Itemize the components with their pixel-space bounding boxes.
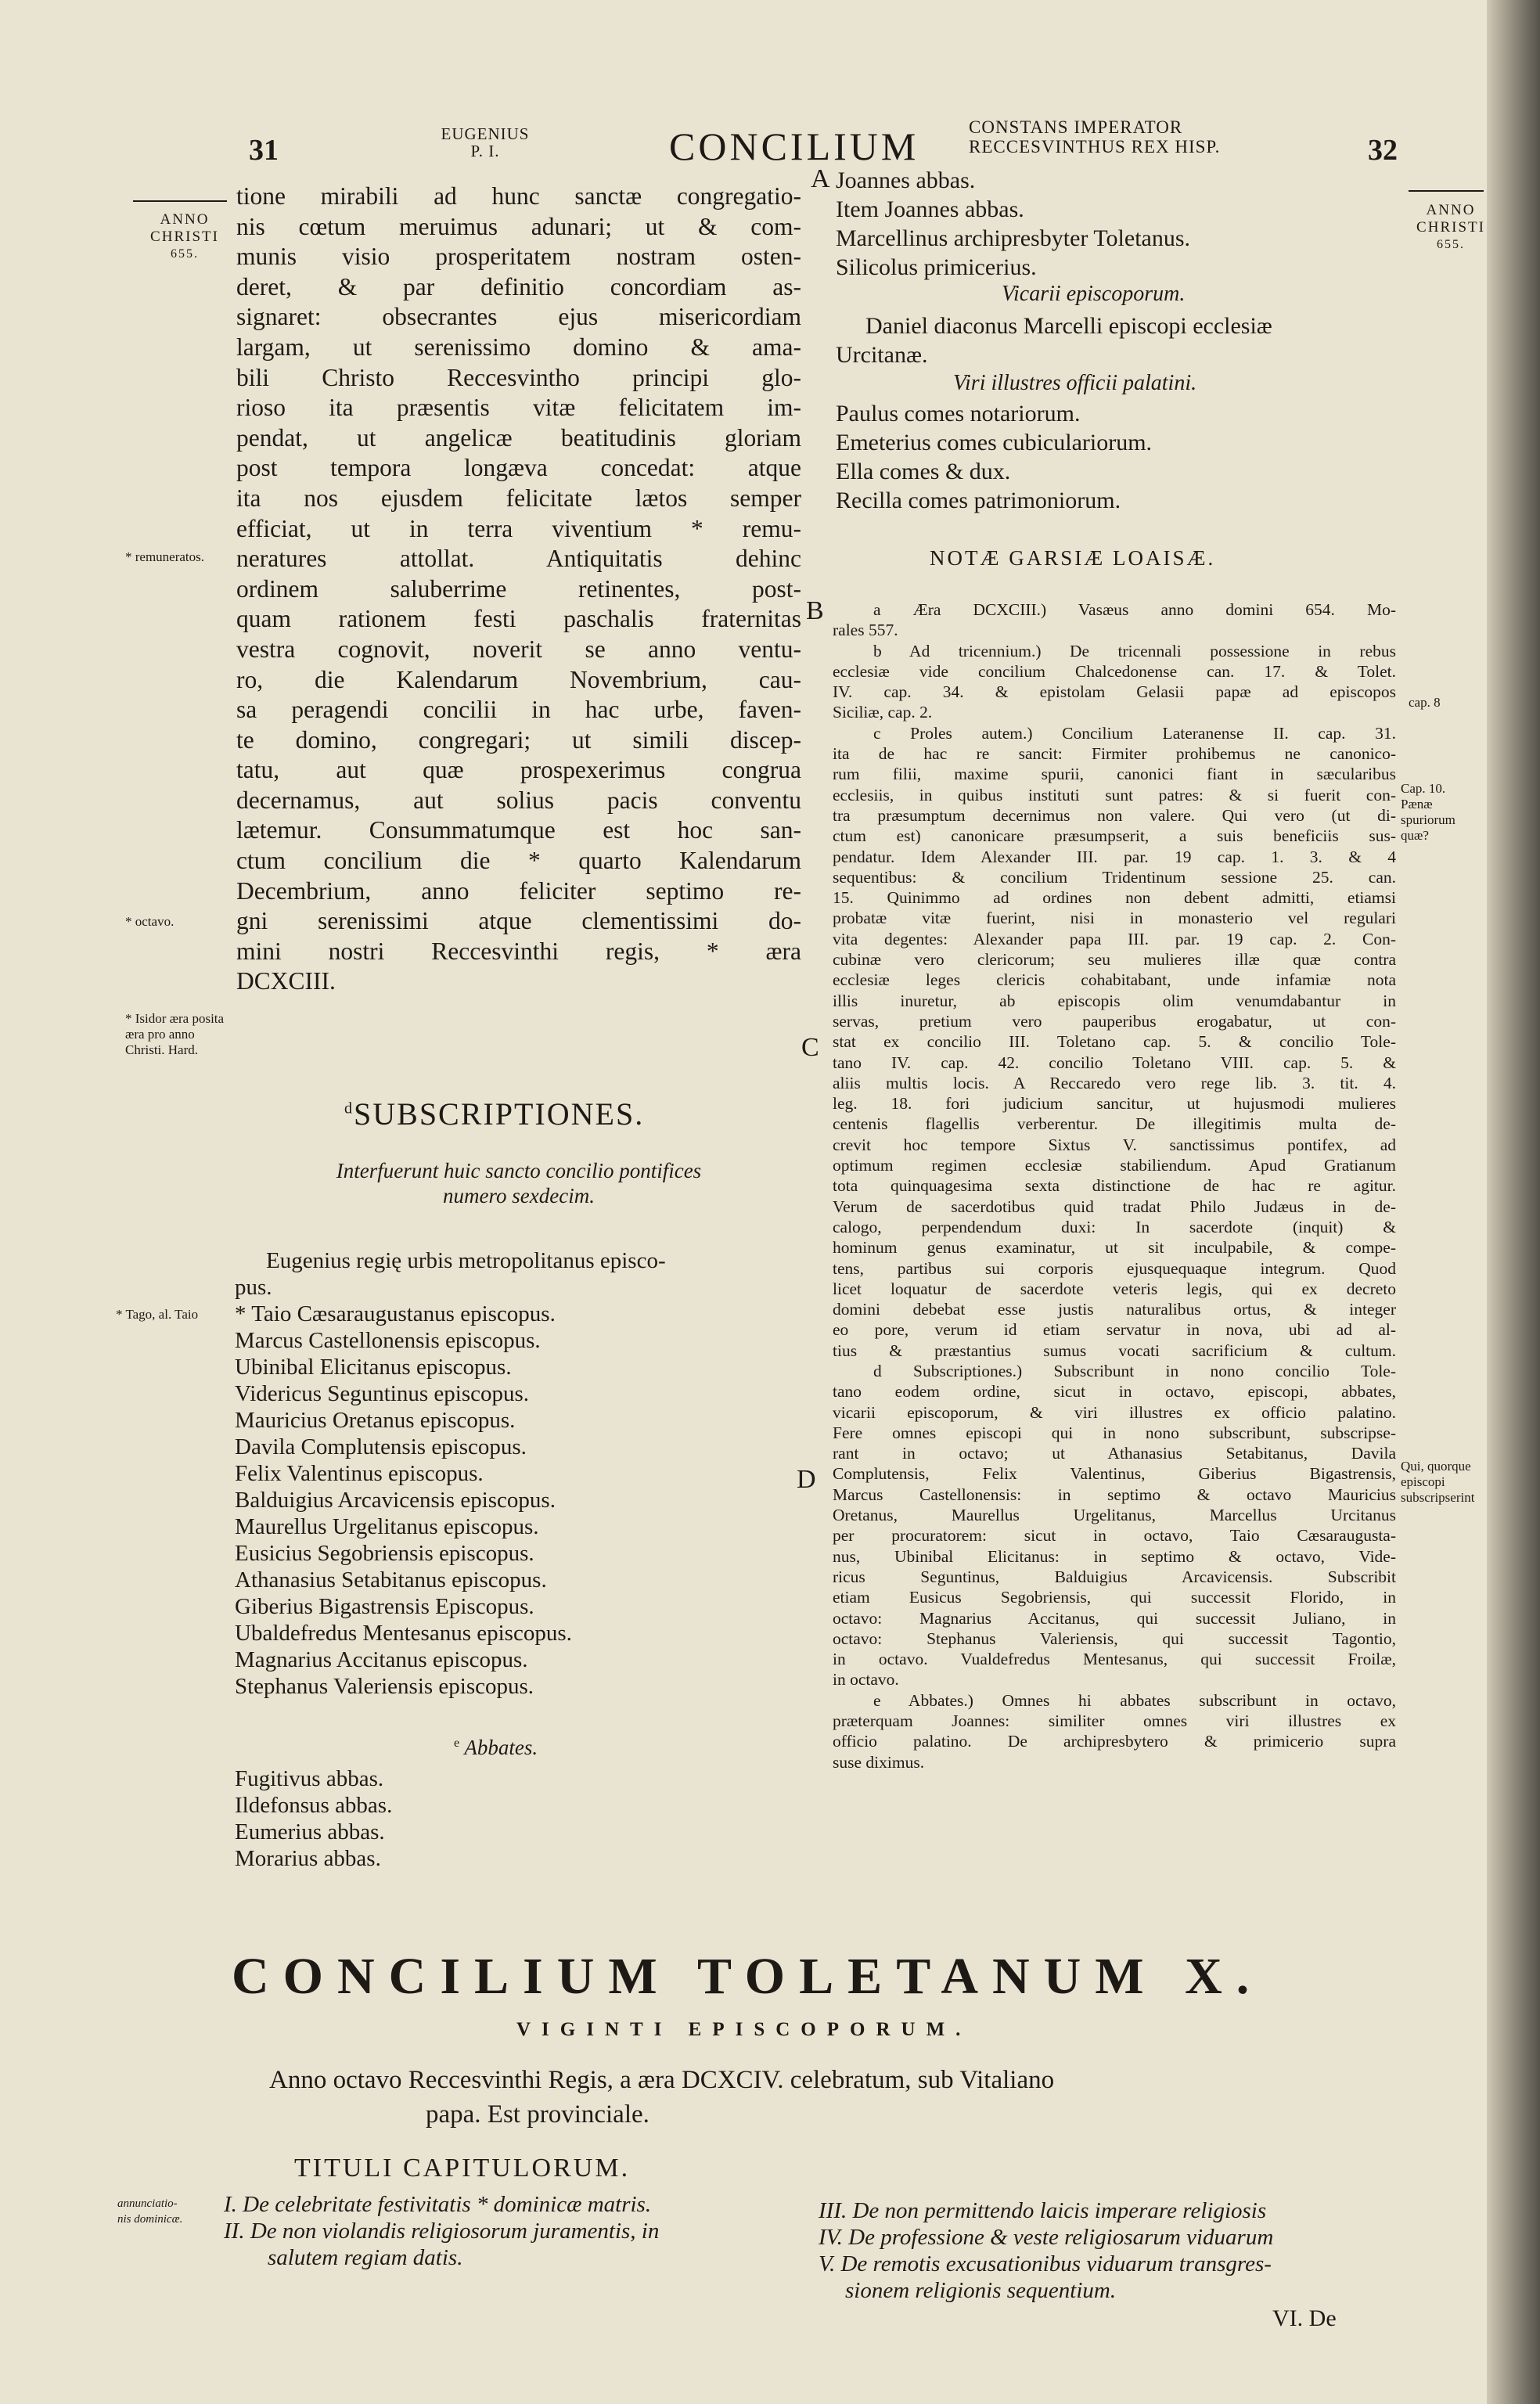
note-line: centenis flagellis verberentur. De illegitimis multa de-: [833, 1114, 1396, 1134]
subscriber: * Taio Cæsaraugustanus episcopus.: [235, 1301, 556, 1326]
text-line: deret, & par definitio concordiam as-: [236, 272, 801, 300]
note-line: servas, pretium vero pauperibus erogabatur, ut con-: [833, 1011, 1396, 1031]
note-line: licet loquatur de sacerdote veteris legis, qui ex decreto: [833, 1279, 1396, 1298]
section-letter: C: [801, 1033, 819, 1062]
note-line: tens, partibus sui corporis ejusquequaque integrum. Quod: [833, 1258, 1396, 1278]
abbot: Morarius abbas.: [235, 1846, 381, 1871]
concilium-x-title: CONCILIUM TOLETANUM X.: [232, 1948, 1264, 2005]
note-line: per procuratorem: sicut in octavo, Taio Cæsaraugusta-: [833, 1526, 1396, 1546]
note-line: ctum est) canonicare præsumpserit, a suis beneficiis sus-: [833, 826, 1396, 846]
subscriber: pus.: [235, 1275, 272, 1300]
subscriber: Eugenius regię urbis metropolitanus episco-: [266, 1248, 666, 1273]
note-line: officio palatino. De archipresbytero & primicerio supra: [833, 1732, 1396, 1751]
text-line: Emeterius comes cubiculariorum.: [836, 430, 1153, 455]
note-line: tra præsumptum decernimus non valere. Qui vero (ut di-: [833, 805, 1396, 825]
subscriber: Magnarius Accitanus episcopus.: [235, 1647, 528, 1672]
margin-note: * remuneratos.: [125, 549, 205, 564]
heading-text: SUBSCRIPTIONES.: [354, 1096, 645, 1132]
subscriber: Eusicius Segobriensis episcopus.: [235, 1541, 534, 1566]
text-line: tatu, aut quæ prospexerimus congrua: [236, 756, 801, 784]
text-line: numero sexdecim.: [443, 1184, 595, 1207]
text-line: Recilla comes patrimoniorum.: [836, 488, 1121, 513]
section-letter: A: [811, 164, 830, 193]
margin-rule: [133, 200, 227, 202]
note-line: nus, Ubinibal Elicitanus: in septimo & octavo, Vide-: [833, 1546, 1396, 1566]
footnote-mark: d: [344, 1099, 354, 1117]
note-line: Verum de sacerdotibus quid tradat Philo Judæus in de-: [833, 1197, 1396, 1216]
subscriber: Balduigius Arcavicensis episcopus.: [235, 1488, 556, 1513]
note-line: 15. Quinimmo ad ordines non debent admitti, etiamsi: [833, 888, 1396, 908]
footnote-mark: e: [454, 1736, 460, 1750]
right-page-number: 32: [1368, 134, 1398, 167]
text-line: Decembrium, anno feliciter septimo re-: [236, 876, 801, 905]
viri-list: [836, 399, 1152, 515]
note-line: rales 557.: [833, 621, 898, 640]
note-line: cubinæ vero clericorum; seu mulieres illæ quæ contra: [833, 950, 1396, 970]
anno-right: [1413, 202, 1488, 254]
margin-note: * Tago, al. Taio: [116, 1307, 199, 1322]
toc-item: salutem regiam datis.: [268, 2245, 463, 2270]
note-line: Marcus Castellonensis: in septimo & octavo Mauricius: [833, 1485, 1396, 1504]
note-line: domini debebat esse justis naturalibus ortus, & integer: [833, 1300, 1396, 1319]
note-line: d Subscriptiones.) Subscribunt in nono concilio Tole-: [873, 1361, 1396, 1380]
subscriber: Stephanus Valeriensis episcopus.: [235, 1674, 534, 1699]
note-line: Fere omnes episcopi qui in nono subscribunt, subscripse-: [833, 1423, 1396, 1442]
text-line: neratures attollat. Antiquitatis dehinc: [236, 545, 801, 573]
note-line: suse diximus.: [833, 1752, 925, 1772]
text-line: signaret: obsecrantes ejus misericordiam: [236, 303, 801, 331]
note-line: calogo, perpendendum duxi: In sacerdote (inquit) &: [833, 1217, 1396, 1236]
note-line: tano eodem ordine, sicut in octavo, episcopi, abbates,: [833, 1382, 1396, 1402]
anno-word: ANNO: [1426, 202, 1476, 218]
interfuerunt-note: [236, 1158, 801, 1208]
right-column-list: [836, 166, 1190, 282]
text-line: Daniel diaconus Marcelli episcopi ecclesiæ: [865, 313, 1272, 339]
abbot: Eumerius abbas.: [235, 1819, 385, 1844]
note-line: ecclesiæ vide concilium Chalcedonense can. 17. & Tolet.: [833, 661, 1396, 681]
note-line: præterquam Joannes: similiter omnes viri illustres ex: [833, 1711, 1396, 1731]
text-line: nis cœtum meruimus adunari; ut & com-: [236, 212, 801, 240]
margin-note: [117, 2196, 227, 2227]
text-line: ordinem saluberrime retinentes, post-: [236, 574, 801, 603]
abbot: Fugitivus abbas.: [235, 1766, 384, 1791]
note-line: rum filii, maxime spurii, canonici fiant in sæcularibus: [833, 765, 1396, 784]
text-line: post tempora longæva concedat: atque: [236, 454, 801, 482]
toc-item: sionem religionis sequentium.: [845, 2278, 1117, 2303]
text-line: bili Christo Reccesvintho principi glo-: [236, 363, 801, 391]
note-line: illis inuretur, ab episcopis olim venumdabantur in: [833, 991, 1396, 1010]
text-line: lætemur. Consummatumque est hoc san-: [236, 816, 801, 844]
note-line: stat ex concilio III. Toletano cap. 5. & concilio Tole-: [833, 1032, 1396, 1052]
note-line: sequentibus: & concilium Tridentinum sessione 25. can.: [833, 867, 1396, 887]
note-line: leg. 18. fori judicium sancitur, ut hujusmodi mulieres: [833, 1094, 1396, 1114]
margin-note: * Isidor æra posita æra pro anno Christi. Hard.: [125, 1011, 225, 1057]
vicarii-heading: Vicarii episcoporum.: [1002, 282, 1186, 306]
note-line: Complutensis, Felix Valentinus, Giberius Bigastrensis,: [833, 1464, 1396, 1484]
viri-heading: Viri illustres officii palatini.: [953, 371, 1197, 395]
note-line: hominum genus examinatur, ut sit inculpabile, & compe-: [833, 1238, 1396, 1258]
text-line: largam, ut serenissimo domino & ama-: [236, 333, 801, 361]
margin-line: nis dominicæ.: [117, 2213, 183, 2226]
note-line: ecclesiæ leges clericis cohabitabant, unde infamiæ nota: [833, 970, 1396, 990]
text-line: papa. Est provinciale.: [426, 2100, 649, 2129]
text-line: Interfuerunt huic sancto concilio pontifices: [336, 1159, 702, 1182]
subscriber: Davila Complutensis episcopus.: [235, 1434, 527, 1459]
note-line: tano IV. cap. 42. concilio Toletano VIII. cap. 5. &: [833, 1053, 1396, 1072]
subscriptiones-heading: [344, 1096, 644, 1132]
subscriber: Ubinibal Elicitanus episcopus.: [235, 1355, 512, 1380]
header-left-small: [415, 125, 556, 160]
header-right-line: CONSTANS IMPERATOR: [969, 117, 1183, 137]
subscribers-list: [235, 1247, 798, 1700]
note-line: pendatur. Idem Alexander III. par. 19 cap. 1. 3. & 4: [833, 847, 1396, 866]
toc-item: I. De celebritate festivitatis * dominicæ matris.: [224, 2192, 652, 2217]
header-left-line: P. I.: [470, 142, 500, 160]
note-line: tius & præstantius sumus vocati sacrificium & cultum.: [833, 1341, 1396, 1360]
text-line: quam rationem festi paschalis fraternitas: [236, 605, 801, 633]
abbates-heading: [454, 1736, 538, 1760]
header-center-title: CONCILIUM: [669, 124, 919, 168]
note-line: octavo: Magnarius Accitanus, qui successit Juliano, in: [833, 1608, 1396, 1628]
note-line: rant in octavo; ut Athanasius Setabitanus, Davila: [833, 1444, 1396, 1463]
text-line: Item Joannes abbas.: [836, 196, 1024, 222]
margin-rule: [1409, 190, 1484, 192]
left-page-number: 31: [249, 134, 279, 167]
note-line: vicarii episcoporum, & viri illustres ex officio palatino.: [833, 1402, 1396, 1422]
text-line: rioso ita præsentis vitæ felicitatem im-: [236, 394, 801, 422]
note-line: optimum regimen ecclesiæ stabiliendum. Apud Gratianum: [833, 1156, 1396, 1175]
note-line: Siciliæ, cap. 2.: [833, 703, 933, 722]
subscriber: Athanasius Setabitanus episcopus.: [235, 1567, 547, 1592]
text-line: ro, die Kalendarum Novembrium, cau-: [236, 665, 801, 693]
note-line: octavo: Stephanus Valeriensis, qui successit Tagontio,: [833, 1628, 1396, 1648]
catchword: VI. De: [1272, 2305, 1337, 2331]
subscriber: Giberius Bigastrensis Episcopus.: [235, 1594, 534, 1619]
text-line: Anno octavo Reccesvinthi Regis, a æra DCXCIV. celebratum, sub Vitaliano: [269, 2066, 1055, 2094]
margin-line: annunciatio-: [117, 2197, 178, 2210]
note-line: vita degentes: Alexander papa III. par. 19 cap. 2. Con-: [833, 929, 1396, 948]
toc-item: IV. De professione & veste religiosarum viduarum: [819, 2225, 1274, 2250]
header-right-line: RECCESVINTHUS REX HISP.: [969, 137, 1221, 157]
note-line: aliis multis locis. A Reccaredo vero rege lib. 3. tit. 4.: [833, 1073, 1396, 1092]
margin-note: cap. 8: [1409, 695, 1441, 710]
note-line: in octavo.: [833, 1670, 899, 1690]
margin-note: * octavo.: [125, 914, 175, 929]
text-line: Paulus comes notariorum.: [836, 401, 1081, 426]
note-line: e Abbates.) Omnes hi abbates subscribunt in octavo,: [873, 1690, 1396, 1710]
text-line: decernamus, aut solius pacis conventu: [236, 786, 801, 814]
anno-word: CHRISTI: [1416, 219, 1485, 236]
anno-year: 655.: [1437, 238, 1465, 251]
note-line: Oretanus, Maurellus Urgelitanus, Marcellus Urcitanus: [833, 1506, 1396, 1525]
text-line: munis visio prosperitatem nostram osten-: [236, 243, 801, 271]
anno-word: CHRISTI: [150, 229, 219, 245]
left-column-text: [236, 182, 801, 997]
note-line: b Ad tricennium.) De tricennali possessione in rebus: [873, 641, 1396, 660]
toc-item: III. De non permittendo laicis imperare religiosis: [819, 2198, 1267, 2223]
note-line: crevit hoc tempore Sixtus V. sanctissimus pontifex, ad: [833, 1135, 1396, 1154]
note-line: tota quinquagesima sexta distinctione de hac re agitur.: [833, 1176, 1396, 1196]
note-line: ita de hac re sancit: Firmiter prohibemus ne canonico-: [833, 744, 1396, 764]
anno-word: ANNO: [160, 211, 210, 228]
note-line: a Æra DCXCIII.) Vasæus anno domini 654. Mo-: [873, 600, 1396, 619]
text-line: ctum concilium die * quarto Kalendarum: [236, 847, 801, 875]
subscriber: Felix Valentinus episcopus.: [235, 1461, 484, 1486]
concilium-x-intro: [269, 2063, 1054, 2132]
text-line: mini nostri Reccesvinthi regis, * æra: [236, 937, 801, 965]
page-gutter-shadow: [1487, 0, 1540, 2404]
subscriber: Videricus Seguntinus episcopus.: [235, 1381, 530, 1406]
text-line: vestra cognovit, noverit se anno ventu-: [236, 635, 801, 663]
note-line: ecclesiis, in quibus instituti sunt patres: & si fuerit con-: [833, 785, 1396, 804]
note-line: ricus Seguntinus, Balduigius Arcavicensis. Subscribit: [833, 1567, 1396, 1586]
heading-text: Abbates.: [464, 1736, 538, 1759]
notae-heading: NOTÆ GARSIÆ LOAISÆ.: [930, 546, 1216, 570]
anno-year: 655.: [171, 247, 199, 261]
section-letter: D: [797, 1465, 816, 1494]
text-line: Ella comes & dux.: [836, 459, 1011, 484]
text-line: sa peragendi concilii in hac urbe, faven-: [236, 696, 801, 724]
margin-note: Cap. 10. Pænæ spuriorum quæ?: [1401, 781, 1455, 843]
concilium-x-subtitle: VIGINTI EPISCOPORUM.: [516, 2019, 972, 2040]
text-line: tione mirabili ad hunc sanctæ congregatio-: [236, 182, 801, 210]
text-line: Joannes abbas.: [836, 167, 976, 193]
toc-item: II. De non violandis religiosorum juramentis, in: [224, 2219, 660, 2244]
text-line: Silicolus primicerius.: [836, 254, 1037, 280]
abbates-list: [235, 1765, 392, 1872]
subscriber: Marcus Castellonensis episcopus.: [235, 1328, 541, 1353]
note-line: etiam Eusicus Segobriensis, qui successit Florido, in: [833, 1588, 1396, 1607]
vicarii-text: [836, 311, 1405, 369]
text-line: ita nos ejusdem felicitate lætos semper: [236, 484, 801, 512]
subscriber: Ubaldefredus Mentesanus episcopus.: [235, 1621, 572, 1646]
abbot: Ildefonsus abbas.: [235, 1793, 393, 1818]
text-line: Urcitanæ.: [836, 342, 928, 368]
notes-block: [833, 599, 1396, 1772]
text-line: pendat, ut angelicæ beatitudinis gloriam: [236, 423, 801, 452]
toc-right: [819, 2197, 1273, 2304]
note-line: c Proles autem.) Concilium Lateranense II. cap. 31.: [873, 723, 1396, 743]
header-right-small: [969, 117, 1220, 157]
subscriber: Mauricius Oretanus episcopus.: [235, 1408, 516, 1433]
subscriber: Maurellus Urgelitanus episcopus.: [235, 1514, 539, 1539]
text-line: gni serenissimi atque clementissimi do-: [236, 907, 801, 935]
note-line: eo pore, verum id etiam servatur in nova, ubi ad al-: [833, 1320, 1396, 1340]
text-line: te domino, congregari; ut simili discep-: [236, 725, 801, 754]
section-letter: B: [806, 596, 824, 625]
note-line: in octavo. Vualdefredus Mentesanus, qui successit Froilæ,: [833, 1650, 1396, 1669]
text-line: Marcellinus archipresbyter Toletanus.: [836, 225, 1191, 251]
header-left-line: EUGENIUS: [441, 124, 530, 143]
text-line: DCXCIII.: [236, 967, 336, 995]
toc-left: [224, 2191, 659, 2271]
margin-note: Qui, quorque episcopi subscripserint: [1401, 1459, 1475, 1505]
tituli-heading: TITULI CAPITULORUM.: [294, 2154, 631, 2183]
note-line: probatæ vitæ fuerint, nisi in monasterio vel regulari: [833, 909, 1396, 928]
text-line: efficiat, ut in terra viventium * remu-: [236, 514, 801, 542]
toc-item: V. De remotis excusationibus viduarum transgres-: [819, 2251, 1272, 2276]
note-line: IV. cap. 34. & epistolam Gelasii papæ ad episcopos: [833, 682, 1396, 702]
anno-left: [138, 211, 232, 263]
